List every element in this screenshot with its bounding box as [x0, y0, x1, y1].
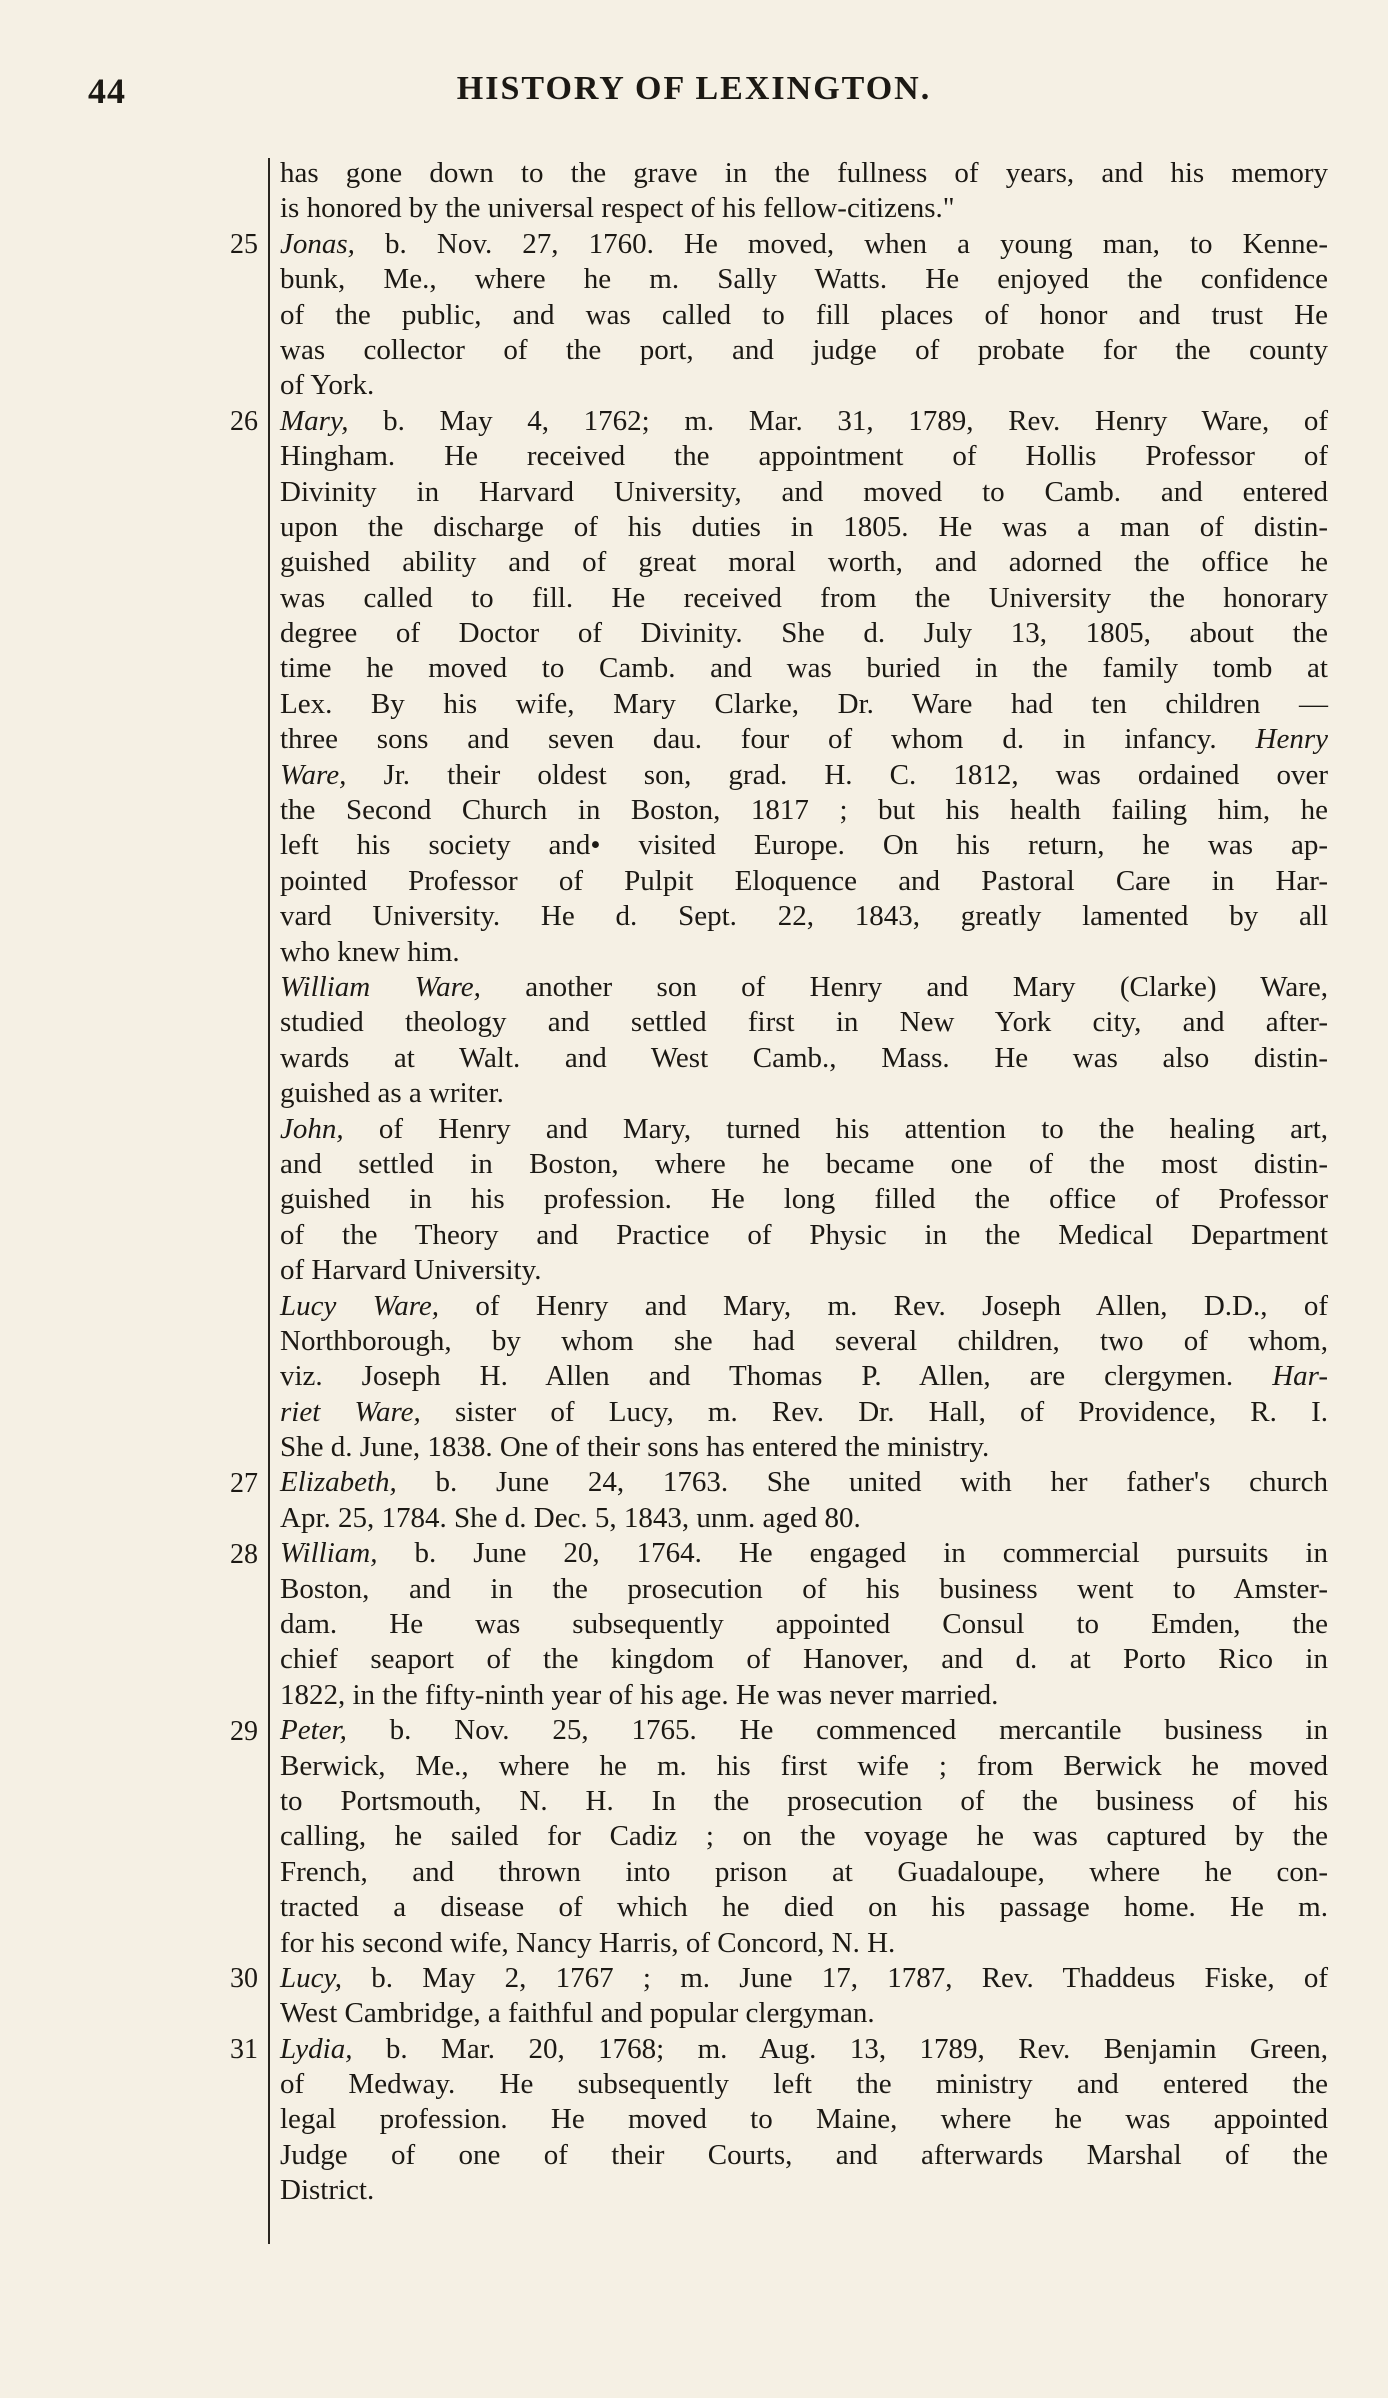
text-line — [280, 1784, 1328, 1819]
text-run: and settled in Boston, where he became one of the most distin- — [280, 1147, 1328, 1180]
text-line — [280, 1713, 1328, 1748]
text-line — [280, 510, 1328, 545]
text-run: for his second wife, Nancy Harris, of Concord, N. H. — [280, 1926, 896, 1959]
generation-number: 27 — [230, 1467, 258, 1499]
text-run: was collector of the port, and judge of probate for the county — [280, 333, 1328, 366]
text-line — [280, 2138, 1328, 2173]
text-run: dam. He was subsequently appointed Consul to Emden, the — [280, 1608, 1328, 1641]
text-run: tracted a disease of which he died on his passage home. He m. — [280, 1891, 1328, 1924]
text-line — [280, 1182, 1328, 1217]
text-line — [280, 899, 1328, 934]
text-line — [280, 1395, 1328, 1430]
text-line — [280, 793, 1328, 828]
text-line — [280, 1926, 1328, 1961]
text-line — [280, 722, 1328, 757]
text-line — [280, 2032, 1328, 2067]
text-run: degree of Doctor of Divinity. She d. July 13, 1805, about the — [280, 617, 1328, 650]
text-run: b. Nov. 25, 1765. He commenced mercantile business in — [346, 1714, 1328, 1747]
text-run: chief seaport of the kingdom of Hanover, and d. at Porto Rico in — [280, 1643, 1328, 1676]
text-line — [280, 1749, 1328, 1784]
text-line — [280, 1678, 1328, 1713]
text-run: Northborough, by whom she had several children, two of whom, — [280, 1324, 1328, 1357]
text-run: b. June 24, 1763. She united with her father's church — [396, 1466, 1328, 1499]
text-line — [280, 262, 1328, 297]
text-line — [280, 1430, 1328, 1465]
text-run: 1822, in the fifty-ninth year of his age. He was never married. — [280, 1678, 999, 1711]
text-line — [280, 935, 1328, 970]
margin-rule — [268, 158, 270, 2244]
text-line — [280, 439, 1328, 474]
text-run: guished ability and of great moral worth, and adorned the office he — [280, 546, 1328, 579]
text-line — [280, 864, 1328, 899]
text-line — [280, 1359, 1328, 1394]
text-run: of the public, and was called to fill places of honor and trust He — [280, 298, 1328, 331]
text-line — [280, 970, 1328, 1005]
text-run: left his society and• visited Europe. On his return, he was ap- — [280, 829, 1328, 862]
text-line — [280, 2067, 1328, 2102]
genealogy-text — [280, 156, 1328, 2209]
text-run: another son of Henry and Mary (Clarke) Ware, — [480, 970, 1328, 1003]
text-run: was called to fill. He received from the University the honorary — [280, 581, 1328, 614]
text-line — [280, 616, 1328, 651]
text-run: b. June 20, 1764. He engaged in commercial pursuits in — [377, 1537, 1328, 1570]
text-line — [280, 651, 1328, 686]
text-run: b. May 4, 1762; m. Mar. 31, 1789, Rev. Henry Ware, of — [348, 404, 1328, 437]
text-run: Judge of one of their Courts, and afterwards Marshal of the — [280, 2138, 1328, 2171]
italic-name: William Ware, — [280, 970, 481, 1003]
text-run: b. Mar. 20, 1768; m. Aug. 13, 1789, Rev. Benjamin Green, — [352, 2032, 1328, 2065]
text-run: bunk, Me., where he m. Sally Watts. He enjoyed the confidence — [280, 263, 1328, 296]
text-line — [280, 1961, 1328, 1996]
text-line — [280, 1005, 1328, 1040]
italic-name: William, — [280, 1537, 378, 1570]
text-run: pointed Professor of Pulpit Eloquence and Pastoral Care in Har- — [280, 864, 1328, 897]
text-line — [280, 1147, 1328, 1182]
text-line — [280, 1890, 1328, 1925]
text-line — [280, 404, 1328, 439]
text-line — [280, 2102, 1328, 2137]
italic-name: Elizabeth, — [280, 1466, 397, 1499]
text-run: the Second Church in Boston, 1817 ; but his health failing him, he — [280, 794, 1328, 827]
text-run: Divinity in Harvard University, and moved to Camb. and entered — [280, 475, 1328, 508]
text-line — [280, 1465, 1328, 1500]
text-line — [280, 828, 1328, 863]
text-line — [280, 298, 1328, 333]
text-line — [280, 545, 1328, 580]
italic-name: Har- — [1272, 1360, 1328, 1393]
text-line — [280, 1289, 1328, 1324]
text-run: studied theology and settled first in New York city, and after- — [280, 1006, 1328, 1039]
text-line — [280, 1253, 1328, 1288]
text-run: of Henry and Mary, m. Rev. Joseph Allen, D.D., of — [439, 1289, 1328, 1322]
text-run: Lex. By his wife, Mary Clarke, Dr. Ware had ten children — — [280, 687, 1328, 720]
text-run: She d. June, 1838. One of their sons has entered the ministry. — [280, 1431, 990, 1464]
text-line — [280, 1218, 1328, 1253]
italic-name: Lydia, — [280, 2032, 353, 2065]
text-line — [280, 1642, 1328, 1677]
italic-name: Henry — [1255, 723, 1328, 756]
text-line — [280, 333, 1328, 368]
page-number: 44 — [88, 71, 126, 111]
text-run: of the Theory and Practice of Physic in the Medical Department — [280, 1218, 1328, 1251]
page-header — [0, 70, 1388, 120]
text-run: sister of Lucy, m. Rev. Dr. Hall, of Providence, R. I. — [420, 1395, 1328, 1428]
text-line — [280, 191, 1328, 226]
generation-number: 26 — [230, 405, 258, 437]
text-run: of York. — [280, 369, 375, 402]
text-run: West Cambridge, a faithful and popular clergyman. — [280, 1997, 875, 2030]
italic-name: Lucy Ware, — [280, 1289, 440, 1322]
text-line — [280, 227, 1328, 262]
text-run: guished as a writer. — [280, 1077, 504, 1110]
text-run: b. Nov. 27, 1760. He moved, when a young man, to Kenne- — [354, 227, 1328, 260]
text-run: b. May 2, 1767 ; m. June 17, 1787, Rev. Thaddeus Fiske, of — [342, 1961, 1328, 1994]
text-run: vard University. He d. Sept. 22, 1843, greatly lamented by all — [280, 900, 1328, 933]
text-line — [280, 1501, 1328, 1536]
text-run: legal profession. He moved to Maine, where he was appointed — [280, 2103, 1328, 2136]
generation-number: 29 — [230, 1715, 258, 1747]
text-run: wards at Walt. and West Camb., Mass. He was also distin- — [280, 1041, 1328, 1074]
italic-name: Mary, — [280, 404, 349, 437]
text-line — [280, 1607, 1328, 1642]
text-run: of Harvard University. — [280, 1254, 542, 1287]
generation-number: 28 — [230, 1538, 258, 1570]
text-line — [280, 475, 1328, 510]
text-line — [280, 1572, 1328, 1607]
generation-number: 31 — [230, 2034, 258, 2066]
text-run: three sons and seven dau. four of whom d. in infancy. — [280, 723, 1256, 756]
text-run: of Henry and Mary, turned his attention to the healing art, — [343, 1112, 1328, 1145]
text-run: who knew him. — [280, 935, 460, 968]
text-line — [280, 2173, 1328, 2208]
text-line — [280, 1041, 1328, 1076]
text-line — [280, 156, 1328, 191]
text-line — [280, 1112, 1328, 1147]
text-run: District. — [280, 2174, 375, 2207]
italic-name: Peter, — [280, 1714, 347, 1747]
text-run: of Medway. He subsequently left the ministry and entered the — [280, 2068, 1328, 2101]
generation-number: 25 — [230, 228, 258, 260]
text-line — [280, 1324, 1328, 1359]
text-run: guished in his profession. He long filled the office of Professor — [280, 1183, 1328, 1216]
text-run: is honored by the universal respect of his fellow-citizens." — [280, 192, 955, 225]
generation-number: 30 — [230, 1963, 258, 1995]
text-run: calling, he sailed for Cadiz ; on the voyage he was captured by the — [280, 1820, 1328, 1853]
text-run: Hingham. He received the appointment of Hollis Professor of — [280, 440, 1328, 473]
italic-name: Jonas, — [280, 227, 355, 260]
italic-name: John, — [280, 1112, 344, 1145]
text-run: French, and thrown into prison at Guadaloupe, where he con- — [280, 1855, 1328, 1888]
text-run: has gone down to the grave in the fullness of years, and his memory — [280, 157, 1328, 189]
text-line — [280, 687, 1328, 722]
text-run: viz. Joseph H. Allen and Thomas P. Allen, are clergymen. — [280, 1360, 1273, 1393]
italic-name: Lucy, — [280, 1961, 343, 1994]
text-run: Berwick, Me., where he m. his first wife ; from Berwick he moved — [280, 1749, 1328, 1782]
text-run: to Portsmouth, N. H. In the prosecution of the business of his — [280, 1784, 1328, 1817]
text-run: Boston, and in the prosecution of his business went to Amster- — [280, 1572, 1328, 1605]
italic-name: riet Ware, — [280, 1395, 421, 1428]
text-line — [280, 1855, 1328, 1890]
text-line — [280, 368, 1328, 403]
text-run: time he moved to Camb. and was buried in the family tomb at — [280, 652, 1328, 685]
text-run: upon the discharge of his duties in 1805. He was a man of distin- — [280, 510, 1328, 543]
text-line — [280, 758, 1328, 793]
running-title: HISTORY OF LEXINGTON. — [456, 70, 932, 107]
text-run: Jr. their oldest son, grad. H. C. 1812, was ordained over — [346, 758, 1328, 791]
text-line — [280, 581, 1328, 616]
text-line — [280, 1076, 1328, 1111]
text-line — [280, 1996, 1328, 2031]
text-line — [280, 1536, 1328, 1571]
italic-name: Ware, — [280, 758, 347, 791]
text-line — [280, 1819, 1328, 1854]
text-run: Apr. 25, 1784. She d. Dec. 5, 1843, unm. aged 80. — [280, 1501, 861, 1534]
